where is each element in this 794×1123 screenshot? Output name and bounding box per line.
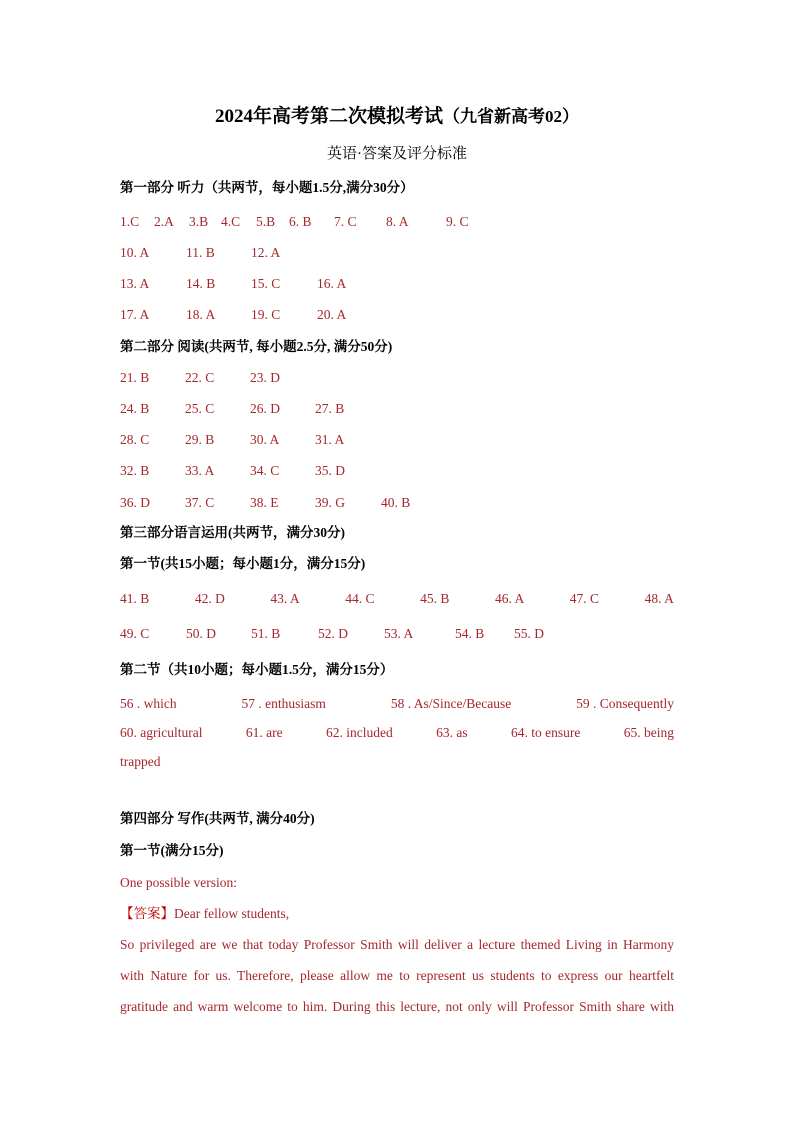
answer-item: 15. C: [251, 276, 281, 291]
answer-item: 56 . which: [120, 696, 177, 711]
answer-item: 27. B: [315, 401, 345, 416]
version-label: One possible version:: [120, 875, 237, 890]
answer-item: 48. A: [644, 591, 674, 606]
answer-row: [120, 493, 410, 513]
part4-section1-heading: 第一节(满分15分): [120, 843, 224, 858]
answer-item: 26. D: [250, 401, 280, 416]
answer-item: 49. C: [120, 626, 150, 641]
answer-item: 38. E: [250, 495, 279, 510]
answer-item: 44. C: [345, 591, 375, 606]
answer-item: 34. C: [250, 463, 280, 478]
answer-item: 20. A: [317, 307, 347, 322]
answer-row: [120, 430, 344, 450]
title-main: 2024年高考第二次模拟考试: [214, 106, 443, 127]
answer-item: 43. A: [270, 591, 300, 606]
answer-item: 24. B: [120, 401, 150, 416]
answer-item: 47. C: [569, 591, 600, 606]
essay-line: with Nature for us. Therefore, please allow me to represent us students to express our heartfelt: [120, 968, 674, 983]
answer-item: 29. B: [185, 432, 215, 447]
answer-item: 61. are: [245, 725, 283, 740]
answer-item: 51. B: [251, 626, 281, 641]
answer-item: 59 . Consequently: [576, 696, 674, 711]
answer-row: [120, 368, 280, 388]
answer-item: 1.C: [120, 214, 140, 229]
answer-item: 3.B: [189, 214, 209, 229]
answer-item: 18. A: [186, 307, 216, 322]
answer-item: 28. C: [120, 432, 150, 447]
answer-item: 55. D: [514, 626, 544, 641]
answer-item: 23. D: [250, 370, 280, 385]
answer-item: 6. B: [289, 214, 312, 229]
answer-item: 17. A: [120, 307, 150, 322]
page-subtitle: 英语·答案及评分标准: [327, 146, 467, 162]
answer-row: [120, 305, 346, 325]
answer-row: [120, 243, 280, 263]
answer-tag: 【答案】: [120, 906, 174, 921]
answer-item: 42. D: [194, 591, 225, 606]
part3-heading: 第三部分语言运用(共两节，满分30分): [120, 525, 345, 540]
answer-item: 5.B: [256, 214, 276, 229]
answer-item: 21. B: [120, 370, 150, 385]
part3-section2-heading: 第二节（共10小题；每小题1.5分，满分15分）: [120, 662, 394, 677]
answer-item: 35. D: [315, 463, 345, 478]
part4-heading: 第四部分 写作(共两节, 满分40分): [120, 811, 315, 826]
answer-item: trapped: [120, 754, 161, 769]
answer-item: 31. A: [315, 432, 345, 447]
answer-item: 50. D: [186, 626, 216, 641]
answer-item: 64. to ensure: [510, 725, 581, 740]
answer-row: [120, 694, 674, 714]
answer-item: 9. C: [446, 214, 469, 229]
part2-heading: 第二部分 阅读(共两节, 每小题2.5分, 满分50分): [120, 339, 393, 354]
answer-row: [120, 399, 344, 419]
answer-item: 2.A: [154, 214, 174, 229]
answer-item: 63. as: [436, 725, 468, 740]
answer-item: 12. A: [251, 245, 281, 260]
answer-item: 25. C: [185, 401, 215, 416]
answer-item: 39. G: [315, 495, 345, 510]
answer-item: 45. B: [420, 591, 450, 606]
answer-item: 41. B: [120, 591, 150, 606]
answer-item: 19. C: [251, 307, 281, 322]
answer-item: 30. A: [250, 432, 280, 447]
answer-item: 7. C: [334, 214, 357, 229]
title-paren: （九省新高考02）: [443, 107, 579, 126]
greeting: Dear fellow students,: [174, 906, 290, 921]
essay-line: So privileged are we that today Professor Smith will deliver a lecture themed Living in Harmony: [120, 937, 674, 952]
answer-item: 4.C: [221, 214, 241, 229]
answer-item: 62. included: [325, 725, 393, 740]
answer-item: 60. agricultural: [120, 725, 203, 740]
answer-row: [120, 274, 346, 294]
essay-line: gratitude and warm welcome to him. During this lecture, not only will Professor Smith share with: [120, 999, 674, 1014]
answer-item: 52. D: [318, 626, 348, 641]
answer-item: 33. A: [185, 463, 215, 478]
answer-item: 58 . As/Since/Because: [390, 696, 512, 711]
answer-item: 65. being: [623, 725, 674, 740]
answer-item: 14. B: [186, 276, 216, 291]
answer-row: [120, 461, 345, 481]
answer-greeting-line: [120, 904, 289, 924]
answer-item: 16. A: [317, 276, 347, 291]
answer-item: 22. C: [185, 370, 215, 385]
answer-item: 54. B: [455, 626, 485, 641]
part1-heading: 第一部分 听力（共两节，每小题1.5分,满分30分）: [120, 180, 414, 195]
answer-item: 36. D: [120, 495, 150, 510]
part3-section1-heading: 第一节(共15小题；每小题1分，满分15分): [120, 556, 366, 571]
answer-row: [120, 212, 469, 232]
answer-item: 57 . enthusiasm: [241, 696, 326, 711]
page-title: [120, 104, 674, 130]
answer-row: [120, 589, 674, 609]
answer-item: 32. B: [120, 463, 150, 478]
answer-item: 8. A: [386, 214, 409, 229]
answer-row: [120, 624, 544, 644]
answer-row: [120, 723, 674, 743]
answer-item: 46. A: [494, 591, 525, 606]
answer-item: 40. B: [381, 495, 411, 510]
answer-item: 37. C: [185, 495, 215, 510]
answer-item: 10. A: [120, 245, 150, 260]
answer-item: 53. A: [384, 626, 414, 641]
answer-item: 13. A: [120, 276, 150, 291]
answer-item: 11. B: [186, 245, 215, 260]
